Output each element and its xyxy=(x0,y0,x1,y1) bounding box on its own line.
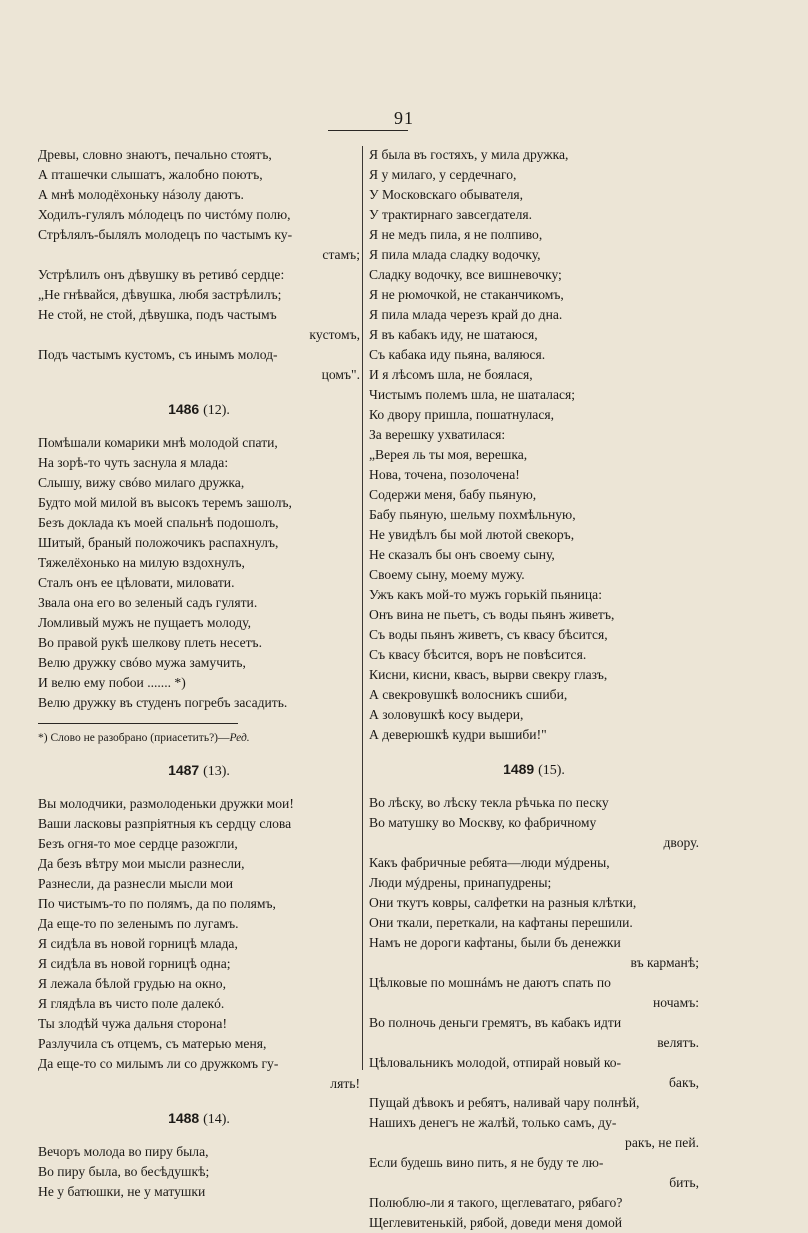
page-number: 91 xyxy=(394,108,414,128)
verse-line: „Верея ль ты моя, верешка, xyxy=(369,447,528,462)
footnote-text: *) Слово не разобрано (приасетить?)— xyxy=(38,732,230,744)
verse-line: Велю дружку свóво мужа замучить, xyxy=(38,655,246,670)
poem-1488 xyxy=(38,1142,360,1202)
verse-line: Стрѣлялъ-былялъ молодецъ по частымъ ку- xyxy=(38,227,293,242)
footnote-rule xyxy=(38,723,238,724)
verse-line: Ты злодѣй чужа дальня сторона! xyxy=(38,1016,227,1031)
verse-line: Устрѣлилъ онъ дѣвушку въ ретивó сердце: xyxy=(38,267,285,282)
verse-line: А свекровушкѣ волосникъ сшиби, xyxy=(369,687,568,702)
verse-line: Ломливый мужъ не пущаетъ молоду, xyxy=(38,615,252,630)
verse-line: Цѣловальникъ молодой, отпирай новый ко- xyxy=(369,1055,622,1070)
verse-line: Слышу, вижу свóво милаго дружка, xyxy=(38,475,245,490)
verse-line: А мнѣ молодёхоньку нáзолу даютъ. xyxy=(38,187,244,202)
poem-number: 1489 xyxy=(503,761,535,777)
verse-line: Они ткутъ ковры, салфетки на разныя клѣтки, xyxy=(369,895,637,910)
verse-line: И велю ему побои ....... *) xyxy=(38,675,186,690)
verse-line: Если будешь вино пить, я не буду те лю- xyxy=(369,1155,604,1170)
footnote-editor: Ред. xyxy=(229,732,250,744)
verse-line: Нашихъ денегъ не жалѣй, только самъ, ду- xyxy=(369,1115,617,1130)
verse-line: Содержи меня, бабу пьяную, xyxy=(369,487,537,502)
verse-line: Онъ вина не пьетъ, съ воды пьянъ живетъ, xyxy=(369,607,615,622)
verse-line: Да еще-то по зеленымъ по лугамъ. xyxy=(38,916,239,931)
poem-number: 1488 xyxy=(168,1110,200,1126)
verse-line: Не сказалъ бы онъ своему сыну, xyxy=(369,547,555,562)
verse-line: Съ кабака иду пьяна, валяюся. xyxy=(369,347,546,362)
poem-subnumber: (12). xyxy=(203,403,230,418)
verse-line: У трактирнаго завсегдателя. xyxy=(369,207,533,222)
footnote xyxy=(38,730,360,746)
verse-line: Я не рюмочкой, не стаканчикомъ, xyxy=(369,287,564,302)
verse-line: Съ воды пьянъ живетъ, съ квасу бѣсится, xyxy=(369,627,608,642)
poem-heading-1486 xyxy=(38,399,360,421)
verse-line: Бабу пьяную, шельму похмѣльную, xyxy=(369,507,576,522)
verse-line: Велю дружку въ студенъ погребъ засадить. xyxy=(38,695,288,710)
poem-subnumber: (13). xyxy=(203,764,230,779)
verse-line: Я лежала бѣлой грудью на окно, xyxy=(38,976,226,991)
verse-line: Шитый, браный положочикъ распахнулъ, xyxy=(38,535,279,550)
verse-line-continuation: двору. xyxy=(663,835,699,850)
verse-line: Какъ фабричные ребята—люди мýдрены, xyxy=(369,855,610,870)
verse-line: Тяжелёхонько на милую вздохнулъ, xyxy=(38,555,245,570)
verse-line: Безъ огня-то мое сердце разожгли, xyxy=(38,836,238,851)
verse-line: Безъ доклада къ моей спальнѣ подошолъ, xyxy=(38,515,279,530)
verse-line-continuation: стамъ; xyxy=(322,247,360,262)
verse-line-continuation: кустомъ, xyxy=(309,327,360,342)
verse-line: Нова, точена, позолочена! xyxy=(369,467,520,482)
verse-line-continuation: лять! xyxy=(330,1076,360,1091)
verse-line: Я пила млада сладку водочку, xyxy=(369,247,541,262)
poem-number: 1487 xyxy=(168,762,200,778)
verse-line: Чистымъ полемъ шла, не шаталася; xyxy=(369,387,576,402)
verse-line: А деверюшкѣ кудри вышиби!" xyxy=(369,727,547,742)
verse-line: Я сидѣла въ новой горницѣ млада, xyxy=(38,936,238,951)
verse-line: За верешку ухватилася: xyxy=(369,427,506,442)
poem-heading-1487 xyxy=(38,760,360,782)
verse-line: Они ткали, переткали, на кафтаны перешили. xyxy=(369,915,633,930)
verse-line: Не у батюшки, не у матушки xyxy=(38,1184,206,1199)
verse-line: Люди мýдрены, принапудрены; xyxy=(369,875,552,890)
verse-line: Я глядѣла въ чисто поле далекó. xyxy=(38,996,225,1011)
verse-line: Я пила млада черезъ край до дна. xyxy=(369,307,563,322)
verse-line: Сталъ онъ ее цѣловати, миловати. xyxy=(38,575,235,590)
verse-line: Полюблю-ли я такого, щеглеватаго, рябаго? xyxy=(369,1195,623,1210)
verse-line: Во лѣску, во лѣску текла рѣчька по песку xyxy=(369,795,609,810)
poem-heading-1488 xyxy=(38,1108,360,1130)
verse-line: Не увидѣлъ бы мой лютой свекоръ, xyxy=(369,527,575,542)
verse-line: Да еще-то со милымъ ли со дружкомъ гу- xyxy=(38,1056,279,1071)
verse-line: Разлучила съ отцемъ, съ матерью меня, xyxy=(38,1036,267,1051)
verse-line-continuation: бить, xyxy=(669,1175,699,1190)
verse-line: Своему сыну, моему мужу. xyxy=(369,567,525,582)
verse-line-continuation: велятъ. xyxy=(657,1035,699,1050)
verse-line: Я сидѣла въ новой горницѣ одна; xyxy=(38,956,231,971)
verse-line-continuation: въ карманѣ; xyxy=(630,955,699,970)
verse-line: По чистымъ-то по полямъ, да по полямъ, xyxy=(38,896,276,911)
verse-line: Я у милаго, у сердечнаго, xyxy=(369,167,517,182)
verse-line: Во матушку во Москву, ко фабричному xyxy=(369,815,597,830)
poem-1488-continuation xyxy=(369,145,699,745)
verse-line-continuation: цомъ". xyxy=(321,367,360,382)
verse-line: Ходилъ-гулялъ мóлодецъ по чистóму полю, xyxy=(38,207,291,222)
verse-line: А пташечки слышатъ, жалобно поютъ, xyxy=(38,167,263,182)
verse-line: Съ квасу бѣсится, воръ не повѣсится. xyxy=(369,647,587,662)
verse-line: Не стой, не стой, дѣвушка, подъ частымъ xyxy=(38,307,277,322)
column-divider xyxy=(362,146,363,1070)
poem-number: 1486 xyxy=(168,401,200,417)
poem-subnumber: (15). xyxy=(538,763,565,778)
header-rule xyxy=(328,130,408,131)
verse-line: Сладку водочку, все вишневочку; xyxy=(369,267,562,282)
verse-line: Я не медъ пила, я не полпиво, xyxy=(369,227,543,242)
poem-heading-1489 xyxy=(369,759,699,781)
verse-line: Во пиру была, во бесѣдушкѣ; xyxy=(38,1164,210,1179)
poem-subnumber: (14). xyxy=(203,1112,230,1127)
verse-line: Цѣлковые по мошнáмъ не даютъ спать по xyxy=(369,975,611,990)
verse-line: Звала она его во зеленый садъ гуляти. xyxy=(38,595,258,610)
verse-line: Во полночь деньги гремятъ, въ кабакъ идти xyxy=(369,1015,622,1030)
right-column xyxy=(369,145,699,1233)
verse-line: И я лѣсомъ шла, не боялася, xyxy=(369,367,533,382)
verse-line: Будто мой милой въ высокъ теремъ зашолъ, xyxy=(38,495,292,510)
verse-line-continuation: ночамъ: xyxy=(653,995,699,1010)
verse-line: Вечоръ молода во пиру была, xyxy=(38,1144,209,1159)
verse-line: Я была въ гостяхъ, у мила дружка, xyxy=(369,147,569,162)
left-column xyxy=(38,145,360,1202)
poem-1489 xyxy=(369,793,699,1233)
poem-1487 xyxy=(38,794,360,1094)
poem-continuation xyxy=(38,145,360,385)
verse-line: Ко двору пришла, пошатнулася, xyxy=(369,407,555,422)
verse-line: Да безъ вѣтру мои мысли разнесли, xyxy=(38,856,245,871)
poem-1486 xyxy=(38,433,360,713)
verse-line: Ваши ласковы разпріятныя къ сердцу слова xyxy=(38,816,292,831)
verse-line: А золовушкѣ косу выдери, xyxy=(369,707,524,722)
verse-line: Подъ частымъ кустомъ, съ инымъ молод- xyxy=(38,347,278,362)
verse-line: На зорѣ-то чуть заснула я млада: xyxy=(38,455,229,470)
verse-line: Разнесли, да разнесли мысли мои xyxy=(38,876,234,891)
verse-line: Помѣшали комарики мнѣ молодой спати, xyxy=(38,435,278,450)
verse-line: Пущай дѣвокъ и ребятъ, наливай чару полнѣй, xyxy=(369,1095,640,1110)
verse-line-continuation: бакъ, xyxy=(669,1075,699,1090)
verse-line: „Не гнѣвайся, дѣвушка, любя застрѣлилъ; xyxy=(38,287,282,302)
verse-line: У Московскаго обывателя, xyxy=(369,187,524,202)
verse-line: Ужъ какъ мой-то мужъ горькій пьяница: xyxy=(369,587,602,602)
verse-line: Древы, словно знаютъ, печально стоятъ, xyxy=(38,147,272,162)
verse-line: Во правой рукѣ шелкову плеть несетъ. xyxy=(38,635,262,650)
verse-line: Вы молодчики, размолоденьки дружки мои! xyxy=(38,796,294,811)
verse-line: Я въ кабакъ иду, не шатаюся, xyxy=(369,327,538,342)
verse-line: Кисни, кисни, квасъ, вырви свекру глазъ, xyxy=(369,667,608,682)
verse-line-continuation: ракъ, не пей. xyxy=(625,1135,699,1150)
verse-line: Щеглевитенькій, рябой, доведи меня домой xyxy=(369,1215,623,1230)
verse-line: Намъ не дороги кафтаны, были бъ денежки xyxy=(369,935,621,950)
